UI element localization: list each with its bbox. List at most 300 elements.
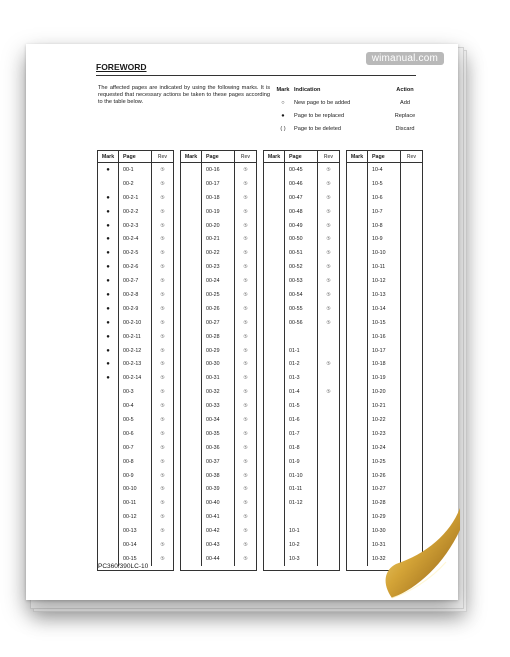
row-rev: ⑤ (243, 555, 248, 562)
row-rev (318, 538, 339, 552)
row-mark (264, 524, 285, 538)
row-page: 01-11 (285, 482, 318, 496)
row-page: 10-10 (368, 246, 401, 260)
table-row (98, 441, 173, 455)
row-page: 10-16 (368, 330, 401, 344)
row-mark (181, 260, 202, 274)
table-row (347, 163, 422, 177)
row-mark (98, 469, 119, 483)
header-mark: Mark (98, 151, 119, 162)
table-row (347, 357, 422, 371)
row-mark (98, 482, 119, 496)
table-row (181, 482, 256, 496)
row-rev: ⑤ (243, 305, 248, 312)
header-rev: Rev (406, 153, 417, 160)
row-page: 10-5 (368, 177, 401, 191)
row-mark: ● (98, 371, 119, 385)
table-header (264, 151, 339, 163)
row-rev (401, 219, 422, 233)
table-row (98, 288, 173, 302)
table-row (347, 302, 422, 316)
row-rev: ⑤ (326, 208, 331, 215)
row-mark (347, 482, 368, 496)
page-title: FOREWORD (96, 62, 147, 72)
table-row (347, 205, 422, 219)
row-page: 00-18 (202, 191, 235, 205)
row-page: 10-25 (368, 455, 401, 469)
row-page: 00-2-3 (119, 219, 152, 233)
row-rev (401, 413, 422, 427)
row-page: 00-43 (202, 538, 235, 552)
row-mark (181, 302, 202, 316)
row-page: 00-9 (119, 469, 152, 483)
table-row (264, 316, 339, 330)
row-rev (318, 496, 339, 510)
row-page: 00-1 (119, 163, 152, 177)
row-mark (181, 219, 202, 233)
row-mark (181, 538, 202, 552)
row-mark (347, 330, 368, 344)
row-rev: ⑤ (243, 333, 248, 340)
row-rev: ⑤ (160, 319, 165, 326)
row-page: 00-50 (285, 232, 318, 246)
table-row (347, 482, 422, 496)
row-rev: ⑤ (243, 416, 248, 423)
row-rev: ⑤ (160, 333, 165, 340)
header-page: Page (285, 151, 318, 162)
row-rev: ⑤ (160, 541, 165, 548)
row-mark (181, 371, 202, 385)
table-row (98, 219, 173, 233)
row-page: 10-17 (368, 344, 401, 358)
row-page: 10-9 (368, 232, 401, 246)
row-mark (347, 357, 368, 371)
row-page: 10-15 (368, 316, 401, 330)
table-row (98, 427, 173, 441)
row-rev: ⑤ (243, 430, 248, 437)
row-page: 00-13 (119, 524, 152, 538)
table-row (98, 232, 173, 246)
row-rev (401, 482, 422, 496)
table-header (98, 151, 173, 163)
legend-action: Replace (394, 112, 416, 119)
table-row (98, 399, 173, 413)
legend-action: Add (400, 99, 410, 106)
table-row (264, 413, 339, 427)
row-mark (181, 274, 202, 288)
row-mark: ● (98, 330, 119, 344)
row-rev (401, 371, 422, 385)
row-page: 00-26 (202, 302, 235, 316)
legend-row (272, 109, 430, 122)
row-page: 00-2-13 (119, 357, 152, 371)
table-row (347, 288, 422, 302)
table-row (181, 524, 256, 538)
row-page: 00-2-2 (119, 205, 152, 219)
table-row (264, 399, 339, 413)
row-rev: ⑤ (160, 514, 165, 521)
row-mark (181, 496, 202, 510)
row-page: 01-10 (285, 469, 318, 483)
header-page: Page (368, 151, 401, 162)
table-row (181, 496, 256, 510)
row-mark (347, 316, 368, 330)
header-rev: Rev (323, 153, 334, 160)
row-page: 10-8 (368, 219, 401, 233)
table-row (264, 246, 339, 260)
row-page: 10-26 (368, 469, 401, 483)
row-page: 01-1 (285, 344, 318, 358)
row-mark (264, 344, 285, 358)
row-page: 00-46 (285, 177, 318, 191)
row-mark (347, 552, 368, 566)
row-page: 00-20 (202, 219, 235, 233)
table-row (264, 510, 339, 524)
legend-table (272, 84, 430, 135)
row-page: 00-44 (202, 552, 235, 566)
table-row (264, 455, 339, 469)
row-page: 00-23 (202, 260, 235, 274)
table-row (264, 302, 339, 316)
table-row (181, 316, 256, 330)
row-page: 10-20 (368, 385, 401, 399)
table-row (181, 469, 256, 483)
row-mark (181, 205, 202, 219)
row-rev (401, 399, 422, 413)
row-mark (264, 288, 285, 302)
table-row (347, 399, 422, 413)
row-page: 10-11 (368, 260, 401, 274)
row-mark (181, 177, 202, 191)
row-mark (181, 524, 202, 538)
row-rev (401, 385, 422, 399)
table-row (98, 260, 173, 274)
row-mark (264, 399, 285, 413)
row-page: 01-5 (285, 399, 318, 413)
row-mark (264, 455, 285, 469)
table-row (264, 538, 339, 552)
row-rev (318, 455, 339, 469)
row-rev (401, 455, 422, 469)
row-rev: ⑤ (243, 514, 248, 521)
row-mark (98, 413, 119, 427)
table-row (181, 427, 256, 441)
row-page: 00-35 (202, 427, 235, 441)
legend-indication: New page to be added (294, 99, 351, 106)
row-rev (401, 232, 422, 246)
row-mark: ● (98, 232, 119, 246)
title-rule (96, 75, 416, 76)
legend-symbol: ( ) (280, 125, 286, 132)
legend-header-mark: Mark (276, 87, 290, 93)
row-rev: ⑤ (243, 222, 248, 229)
row-page: 00-31 (202, 371, 235, 385)
table-row (98, 482, 173, 496)
table-row (264, 344, 339, 358)
row-mark (264, 441, 285, 455)
table-row (181, 385, 256, 399)
table-row (264, 330, 339, 344)
row-mark (264, 385, 285, 399)
row-rev: ⑤ (326, 166, 331, 173)
table-row (181, 510, 256, 524)
table-body (181, 163, 256, 570)
row-mark (347, 496, 368, 510)
row-rev (401, 330, 422, 344)
row-page: 00-54 (285, 288, 318, 302)
table-row (181, 302, 256, 316)
table-header (181, 151, 256, 163)
table-row (181, 371, 256, 385)
row-mark: ● (98, 191, 119, 205)
row-rev: ⑤ (160, 500, 165, 507)
row-mark (98, 538, 119, 552)
legend-symbol: ○ (281, 99, 285, 106)
row-page: 10-7 (368, 205, 401, 219)
table-row (347, 413, 422, 427)
row-page: 00-2-6 (119, 260, 152, 274)
row-rev: ⑤ (326, 222, 331, 229)
table-row (181, 455, 256, 469)
row-page: 01-8 (285, 441, 318, 455)
row-rev: ⑤ (243, 375, 248, 382)
row-rev: ⑤ (243, 458, 248, 465)
row-mark: ● (98, 205, 119, 219)
table-row (98, 330, 173, 344)
table-row (264, 177, 339, 191)
row-mark (181, 441, 202, 455)
row-mark (98, 441, 119, 455)
header-mark: Mark (264, 151, 285, 162)
row-mark (264, 191, 285, 205)
table-row (181, 357, 256, 371)
row-rev: ⑤ (243, 541, 248, 548)
table-row (347, 316, 422, 330)
row-page: 10-18 (368, 357, 401, 371)
row-mark (264, 371, 285, 385)
table-row (98, 371, 173, 385)
table-row (264, 191, 339, 205)
row-page: 00-10 (119, 482, 152, 496)
row-page (285, 330, 318, 344)
row-mark (347, 385, 368, 399)
row-page: 00-2 (119, 177, 152, 191)
row-mark (347, 371, 368, 385)
row-page: 01-4 (285, 385, 318, 399)
row-rev: ⑤ (160, 361, 165, 368)
row-page: 00-2-4 (119, 232, 152, 246)
row-page: 00-19 (202, 205, 235, 219)
row-mark (264, 482, 285, 496)
row-page: 10-22 (368, 413, 401, 427)
row-page: 00-47 (285, 191, 318, 205)
table-row (181, 246, 256, 260)
row-mark (181, 191, 202, 205)
row-mark (347, 441, 368, 455)
row-rev (401, 246, 422, 260)
watermark-badge: wimanual.com (366, 52, 444, 65)
row-rev (401, 205, 422, 219)
row-mark (264, 219, 285, 233)
table-row (264, 163, 339, 177)
row-page: 00-11 (119, 496, 152, 510)
row-page: 10-14 (368, 302, 401, 316)
row-rev: ⑤ (326, 250, 331, 257)
row-mark (347, 219, 368, 233)
row-rev: ⑤ (243, 278, 248, 285)
legend-header-action: Action (396, 87, 414, 93)
row-rev: ⑤ (243, 486, 248, 493)
table-row (264, 524, 339, 538)
row-mark (264, 510, 285, 524)
row-page: 00-41 (202, 510, 235, 524)
row-mark (181, 163, 202, 177)
row-rev: ⑤ (243, 361, 248, 368)
table-row (181, 441, 256, 455)
table-row (347, 469, 422, 483)
header-page: Page (119, 151, 152, 162)
row-mark (181, 510, 202, 524)
row-mark (264, 232, 285, 246)
table-body (264, 163, 339, 570)
row-mark (264, 274, 285, 288)
row-page: 00-2-1 (119, 191, 152, 205)
row-mark (181, 246, 202, 260)
row-mark (264, 205, 285, 219)
table-row (264, 205, 339, 219)
table-row (98, 205, 173, 219)
row-mark (98, 177, 119, 191)
row-mark (181, 413, 202, 427)
row-page: 00-2-14 (119, 371, 152, 385)
row-page: 00-21 (202, 232, 235, 246)
row-page: 01-12 (285, 496, 318, 510)
row-mark (347, 538, 368, 552)
table-row (264, 219, 339, 233)
legend-header-indication: Indication (294, 87, 321, 93)
row-mark (347, 427, 368, 441)
row-page: 01-9 (285, 455, 318, 469)
table-row (98, 524, 173, 538)
row-page: 00-51 (285, 246, 318, 260)
table-row (347, 385, 422, 399)
row-rev: ⑤ (326, 305, 331, 312)
table-row (347, 232, 422, 246)
row-mark (264, 427, 285, 441)
row-mark (347, 246, 368, 260)
row-rev (401, 288, 422, 302)
row-mark: ● (98, 357, 119, 371)
legend-indication: Page to be replaced (294, 112, 345, 119)
header-mark: Mark (181, 151, 202, 162)
row-mark: ● (98, 288, 119, 302)
row-page: 10-4 (368, 163, 401, 177)
table-row (98, 357, 173, 371)
row-rev (318, 413, 339, 427)
row-rev: ⑤ (243, 180, 248, 187)
row-rev: ⑤ (160, 347, 165, 354)
row-mark (347, 232, 368, 246)
table-row (181, 413, 256, 427)
table-row (98, 496, 173, 510)
row-page: 00-2-12 (119, 344, 152, 358)
row-mark (181, 344, 202, 358)
header-page: Page (202, 151, 235, 162)
row-rev: ⑤ (160, 305, 165, 312)
table-row (347, 260, 422, 274)
row-rev: ⑤ (160, 250, 165, 257)
row-rev: ⑤ (160, 236, 165, 243)
row-page: 00-24 (202, 274, 235, 288)
row-page: 10-30 (368, 524, 401, 538)
table-row (347, 371, 422, 385)
row-rev: ⑤ (243, 319, 248, 326)
row-page: 00-55 (285, 302, 318, 316)
page-list-table-2 (180, 150, 257, 571)
row-page: 00-37 (202, 455, 235, 469)
table-row (347, 441, 422, 455)
table-row (181, 191, 256, 205)
row-page: 00-6 (119, 427, 152, 441)
row-rev (318, 399, 339, 413)
row-mark (264, 246, 285, 260)
row-mark (264, 496, 285, 510)
row-page: 00-32 (202, 385, 235, 399)
row-mark (181, 316, 202, 330)
table-row (264, 357, 339, 371)
table-row (347, 455, 422, 469)
row-mark (181, 232, 202, 246)
row-mark (181, 288, 202, 302)
table-row (98, 385, 173, 399)
row-mark (181, 482, 202, 496)
row-rev: ⑤ (326, 361, 331, 368)
row-rev: ⑤ (160, 264, 165, 271)
row-page: 00-29 (202, 344, 235, 358)
row-page: 00-56 (285, 316, 318, 330)
table-row (264, 232, 339, 246)
table-row (264, 496, 339, 510)
intro-paragraph: The affected pages are indicated by using the following marks. It is requested that necessary actions be taken to these pages according to the table below. (98, 85, 270, 106)
row-rev: ⑤ (243, 250, 248, 257)
row-mark (181, 357, 202, 371)
row-mark (264, 469, 285, 483)
row-rev (401, 316, 422, 330)
row-rev: ⑤ (326, 194, 331, 201)
row-mark (264, 163, 285, 177)
row-mark (264, 302, 285, 316)
row-page: 00-4 (119, 399, 152, 413)
row-mark (264, 177, 285, 191)
row-page: 00-40 (202, 496, 235, 510)
row-rev (318, 427, 339, 441)
page-list-table-1 (97, 150, 174, 571)
row-page: 00-48 (285, 205, 318, 219)
row-rev: ⑤ (243, 472, 248, 479)
row-page: 00-2-10 (119, 316, 152, 330)
row-mark: ● (98, 302, 119, 316)
row-mark (98, 496, 119, 510)
legend-row (272, 122, 430, 135)
row-rev: ⑤ (243, 291, 248, 298)
row-rev (401, 163, 422, 177)
table-row (347, 177, 422, 191)
row-rev (318, 441, 339, 455)
table-row (98, 274, 173, 288)
row-rev: ⑤ (160, 375, 165, 382)
table-row (264, 274, 339, 288)
row-page: 00-2-7 (119, 274, 152, 288)
